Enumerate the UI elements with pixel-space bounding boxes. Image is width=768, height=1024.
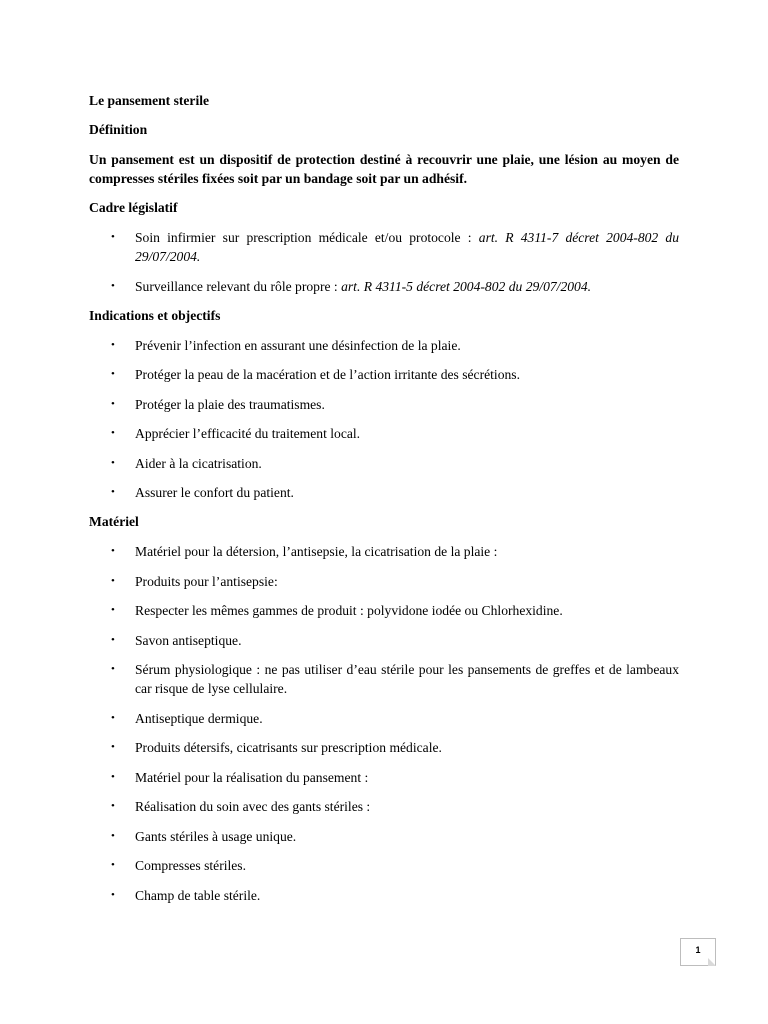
list-item-text: Produits pour l’antisepsie: bbox=[135, 573, 278, 589]
list-item bbox=[89, 886, 679, 905]
document-body bbox=[89, 91, 679, 905]
list-item-text: Apprécier l’efficacité du traitement local. bbox=[135, 426, 361, 441]
bullet-icon: • bbox=[111, 829, 115, 842]
bullet-icon: • bbox=[111, 231, 115, 243]
list-item bbox=[89, 336, 679, 355]
document-title: Le pansement sterile bbox=[89, 93, 210, 108]
list-item-text: Produits détersifs, cicatrisants sur prescription médicale. bbox=[135, 740, 442, 755]
cadre-list bbox=[89, 228, 679, 296]
definition-paragraph: Un pansement est un dispositif de protection destiné à recouvrir une plaie, une lésion au moyen de compresses stériles fixées soit par un bandage soit par un adhésif. bbox=[89, 152, 679, 186]
list-item bbox=[89, 228, 679, 266]
bullet-icon: • bbox=[111, 456, 115, 469]
list-item bbox=[89, 572, 679, 591]
bullet-icon: • bbox=[111, 338, 115, 351]
list-item bbox=[89, 365, 679, 384]
list-item bbox=[89, 738, 679, 757]
bullet-icon: • bbox=[111, 279, 115, 292]
list-item-text: Antiseptique dermique. bbox=[135, 710, 263, 726]
list-item bbox=[89, 797, 679, 816]
list-item-text: Soin infirmier sur prescription médicale et/ou protocole : bbox=[135, 230, 479, 245]
list-item-text: Surveillance relevant du rôle propre : bbox=[135, 278, 342, 294]
list-item bbox=[89, 542, 679, 561]
legal-reference: art. R 4311-7 décret 2004-802 du 29/07/2004. bbox=[135, 230, 680, 264]
bullet-icon: • bbox=[111, 888, 115, 901]
bullet-icon: • bbox=[111, 859, 115, 871]
list-item bbox=[89, 856, 679, 875]
indications-list bbox=[89, 336, 679, 503]
list-item-text: Assurer le confort du patient. bbox=[135, 485, 294, 500]
list-item-text: Réalisation du soin avec des gants stériles : bbox=[135, 799, 371, 814]
materiel-list bbox=[89, 542, 679, 905]
definition-heading: Définition bbox=[89, 122, 148, 137]
list-item bbox=[89, 768, 679, 787]
bullet-icon: • bbox=[111, 545, 115, 557]
list-item bbox=[89, 827, 679, 846]
bullet-icon: • bbox=[111, 633, 115, 646]
bullet-icon: • bbox=[111, 711, 115, 724]
page-number-box bbox=[680, 938, 716, 966]
list-item bbox=[89, 395, 679, 414]
list-item-text: Protéger la peau de la macération et de l’action irritante des sécrétions. bbox=[135, 367, 520, 382]
list-item-text: Matériel pour la réalisation du pansement : bbox=[135, 769, 369, 785]
list-item-text: Aider à la cicatrisation. bbox=[135, 455, 262, 471]
bullet-icon: • bbox=[111, 574, 115, 587]
bullet-icon: • bbox=[111, 486, 115, 498]
bullet-icon: • bbox=[111, 741, 115, 753]
list-item bbox=[89, 601, 679, 620]
list-item-text: Compresses stériles. bbox=[135, 858, 247, 873]
list-item-text: Matériel pour la détersion, l’antisepsie, la cicatrisation de la plaie : bbox=[135, 544, 498, 559]
bullet-icon: • bbox=[111, 604, 115, 616]
materiel-heading: Matériel bbox=[89, 514, 139, 529]
list-item-text: Sérum physiologique : ne pas utiliser d’eau stérile pour les pansements de greffes et de lambeaux car risque de lyse cellulaire. bbox=[135, 662, 679, 696]
page-number: 1 bbox=[695, 945, 701, 955]
bullet-icon: • bbox=[111, 368, 115, 380]
list-item-text: Savon antiseptique. bbox=[135, 632, 242, 648]
list-item-text: Champ de table stérile. bbox=[135, 887, 261, 903]
indications-heading: Indications et objectifs bbox=[89, 307, 221, 323]
list-item bbox=[89, 709, 679, 728]
list-item-text: Gants stériles à usage unique. bbox=[135, 828, 297, 844]
cadre-heading: Cadre législatif bbox=[89, 200, 178, 215]
legal-reference: art. R 4311-5 décret 2004-802 du 29/07/2004. bbox=[341, 278, 592, 294]
bullet-icon: • bbox=[111, 770, 115, 783]
list-item bbox=[89, 660, 679, 698]
list-item bbox=[89, 424, 679, 443]
list-item bbox=[89, 631, 679, 650]
bullet-icon: • bbox=[111, 397, 115, 410]
bullet-icon: • bbox=[111, 427, 115, 439]
list-item bbox=[89, 454, 679, 473]
list-item-text: Prévenir l’infection en assurant une désinfection de la plaie. bbox=[135, 337, 461, 353]
list-item bbox=[89, 483, 679, 502]
list-item-text: Respecter les mêmes gammes de produit : polyvidone iodée ou Chlorhexidine. bbox=[135, 603, 563, 618]
bullet-icon: • bbox=[111, 663, 115, 675]
list-item bbox=[89, 277, 679, 296]
list-item-text: Protéger la plaie des traumatismes. bbox=[135, 396, 325, 412]
bullet-icon: • bbox=[111, 800, 115, 812]
